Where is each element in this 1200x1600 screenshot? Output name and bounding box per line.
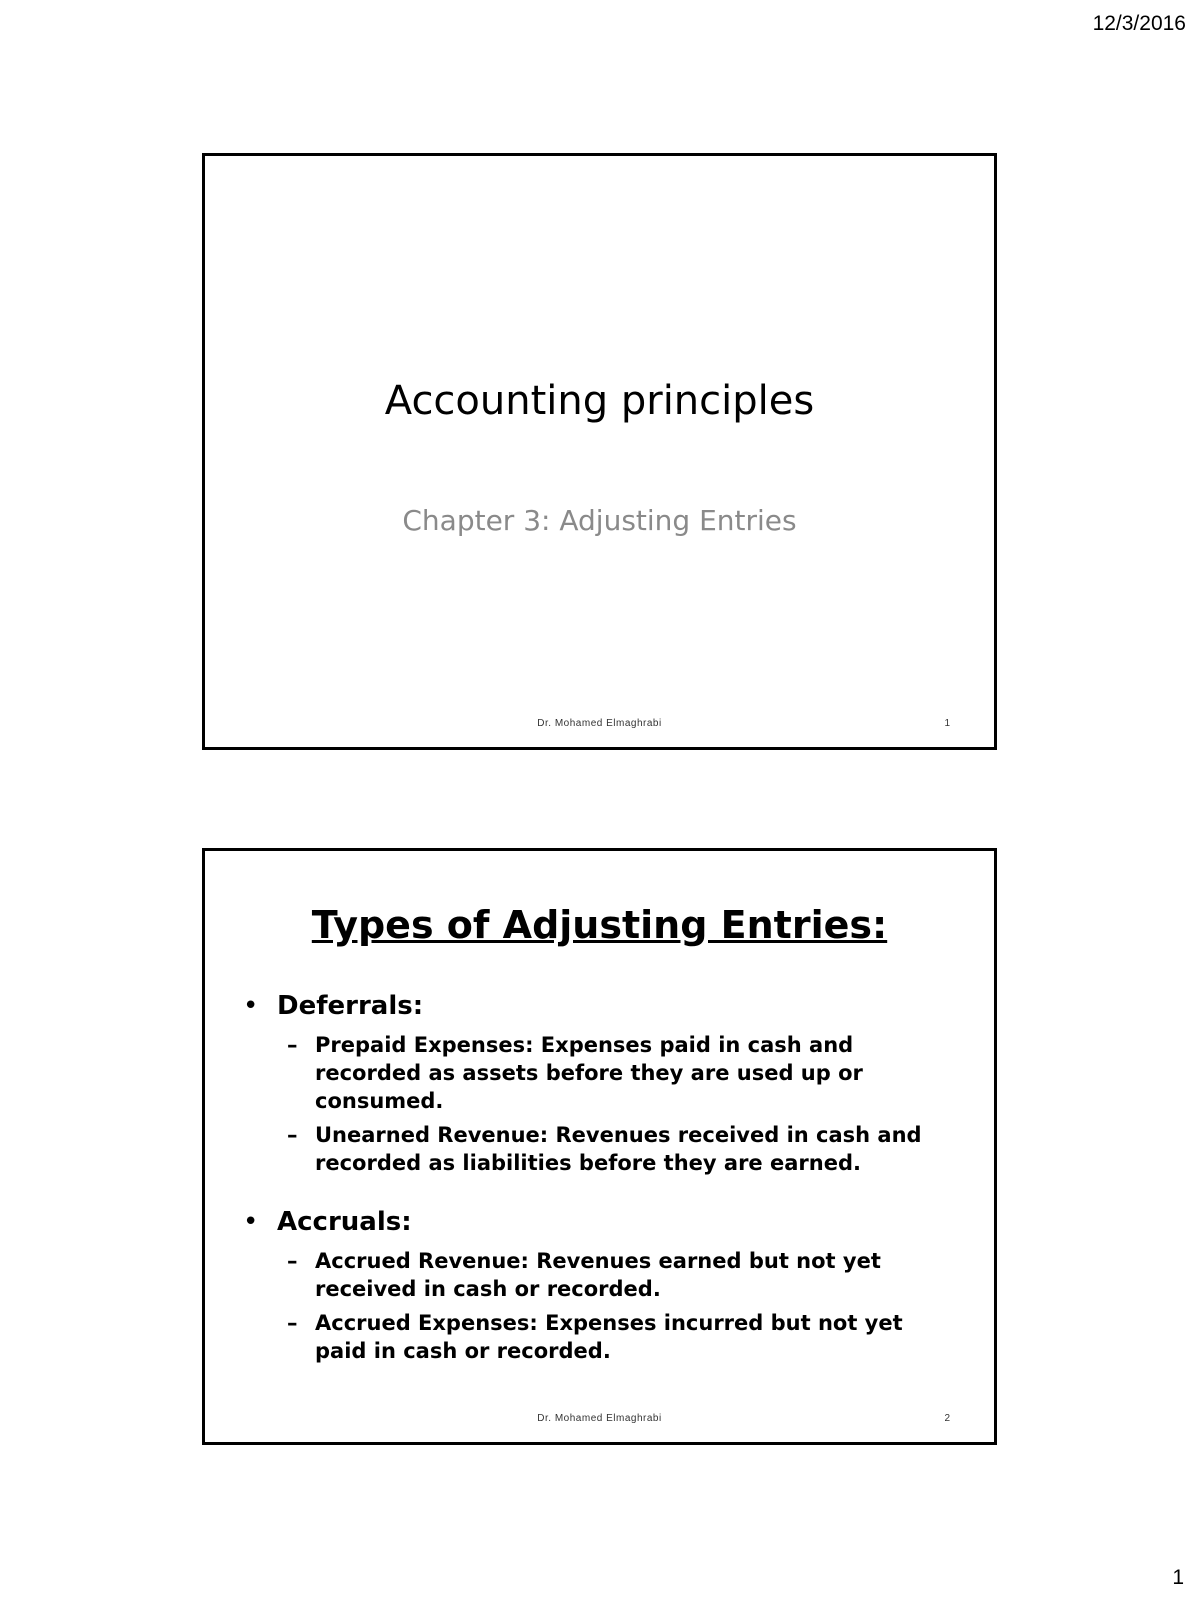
slide-title: Types of Adjusting Entries: [311, 903, 888, 947]
sub-item-text: Accrued Expenses: Expenses incurred but not yet paid in cash or recorded. [315, 1311, 903, 1363]
bullet-item [243, 989, 954, 1023]
bullet-group-deferrals [243, 989, 954, 1177]
sub-item [287, 1309, 954, 1365]
slide-body [243, 989, 954, 1393]
bullet-label: Deferrals: [277, 991, 424, 1021]
dash-marker: – [287, 1249, 298, 1273]
slide-footer-author: Dr. Mohamed Elmaghrabi [537, 718, 662, 729]
bullet-marker: • [243, 1207, 259, 1237]
slide-title: Accounting principles [384, 378, 815, 424]
sub-item-text: Prepaid Expenses: Expenses paid in cash and recorded as assets before they are used up or consumed. [315, 1033, 863, 1113]
slide-2 [202, 848, 997, 1445]
sub-list [287, 1031, 954, 1177]
dash-marker: – [287, 1123, 298, 1147]
slide-footer-author: Dr. Mohamed Elmaghrabi [537, 1413, 662, 1424]
slide-number: 1 [944, 718, 950, 729]
slide-1 [202, 153, 997, 750]
page-number: 1 [1172, 1566, 1184, 1589]
bullet-marker: • [243, 991, 259, 1021]
dash-marker: – [287, 1033, 298, 1057]
sub-item-text: Unearned Revenue: Revenues received in cash and recorded as liabilities before they are earned. [315, 1123, 922, 1175]
sub-item [287, 1031, 954, 1115]
sub-item [287, 1121, 954, 1177]
slide-subtitle: Chapter 3: Adjusting Entries [402, 504, 797, 537]
bullet-group-accruals [243, 1205, 954, 1365]
dash-marker: – [287, 1311, 298, 1335]
bullet-item [243, 1205, 954, 1239]
page-date: 12/3/2016 [1092, 12, 1186, 35]
sub-item [287, 1247, 954, 1303]
bullet-label: Accruals: [277, 1207, 412, 1237]
slide-number: 2 [944, 1413, 950, 1424]
sub-list [287, 1247, 954, 1365]
sub-item-text: Accrued Revenue: Revenues earned but not yet received in cash or recorded. [315, 1249, 881, 1301]
